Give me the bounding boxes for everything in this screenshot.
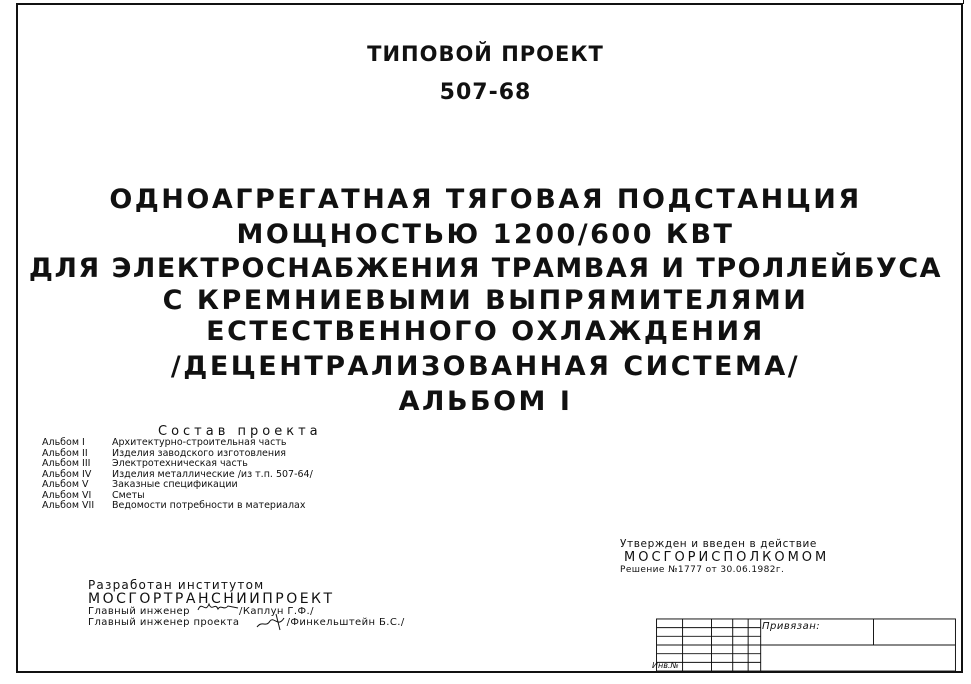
developer-line: Разработан институтом — [88, 578, 265, 592]
signature-finkelshtein — [254, 612, 294, 632]
title-line-2: МОЩНОСТЬЮ 1200/600 КВТ — [236, 219, 735, 250]
project-type-label: ТИПОВОЙ ПРОЕКТ — [367, 42, 604, 66]
list-item: Альбом I Архитектурно-строительная часть — [42, 437, 287, 448]
inventory-label: Инв.№ — [652, 661, 679, 670]
chief-engineer-label: Главный инженер — [88, 606, 190, 617]
title-line-4: С КРЕМНИЕВЫМИ ВЫПРЯМИТЕЛЯМИ — [162, 285, 809, 316]
approval-decision: Решение №1777 от 30.06.1982г. — [620, 565, 785, 575]
chief-project-engineer-label: Главный инженер проекта — [88, 617, 240, 628]
approval-line-1: Утвержден и введен в действие — [620, 538, 817, 550]
title-line-6: /ДЕЦЕНТРАЛИЗОВАННАЯ СИСТЕМА/ — [170, 351, 801, 382]
developer-institute: МОСГОРТРАНСНИИПРОЕКТ — [88, 591, 335, 607]
chief-project-engineer-name: /Финкельштейн Б.С./ — [286, 617, 405, 628]
list-item: Альбом III Электротехническая часть — [42, 458, 248, 469]
list-item: Альбом VI Сметы — [42, 489, 145, 501]
signature-kaplun — [196, 598, 240, 616]
title-line-1: ОДНОАГРЕГАТНАЯ ТЯГОВАЯ ПОДСТАНЦИЯ — [109, 184, 862, 215]
chief-project-engineer-row — [88, 617, 405, 628]
title-line-3: ДЛЯ ЭЛЕКТРОСНАБЖЕНИЯ ТРАМВАЯ И ТРОЛЛЕЙБУСА — [28, 253, 943, 284]
list-item: Альбом V Заказные спецификации — [42, 479, 238, 490]
approval-authority: МОСГОРИСПОЛКОМОМ — [624, 550, 830, 565]
corner-mark — [963, 0, 971, 4]
list-item: Альбом IV Изделия металлические /из т.п. 507-64/ — [42, 468, 313, 480]
title-line-5: ЕСТЕСТВЕННОГО ОХЛАЖДЕНИЯ — [206, 316, 765, 347]
project-number: 507-68 — [439, 80, 532, 105]
chief-engineer-name: /Каплун Г.Ф./ — [239, 606, 314, 617]
list-item: Альбом II Изделия заводского изготовления — [42, 447, 286, 459]
album-title: АЛЬБОМ I — [398, 386, 573, 417]
composition-heading: Состав проекта — [158, 424, 322, 439]
attached-label: Привязан: — [762, 621, 821, 632]
list-item: Альбом VII Ведомости потребности в материалах — [42, 500, 306, 511]
album-list — [42, 438, 313, 512]
